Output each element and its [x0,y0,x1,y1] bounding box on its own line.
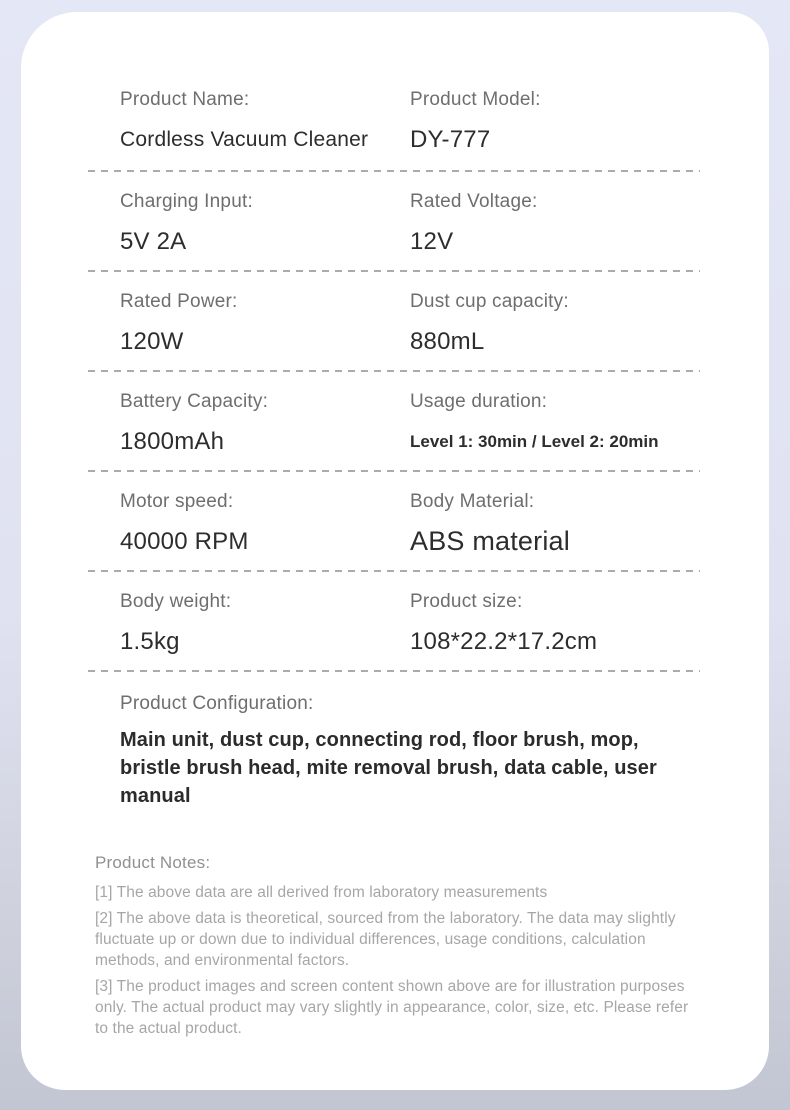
rated-voltage-label: Rated Voltage: [410,191,538,212]
product-size-value: 108*22.2*17.2cm [410,628,598,655]
spec-cell-product-name [120,88,410,154]
spec-table [88,12,700,810]
spec-card [21,12,769,1090]
rated-power-value: 120W [120,328,184,355]
body-material-label: Body Material: [410,491,535,512]
dust-cup-capacity-label: Dust cup capacity: [410,291,569,312]
motor-speed-label: Motor speed: [120,491,234,512]
spec-cell-dust-cup-capacity [410,290,700,356]
product-notes-label: Product Notes: [95,853,211,872]
product-notes-section [95,852,705,1039]
spec-cell-product-size [410,590,700,656]
spec-cell-motor-speed [120,490,410,556]
motor-speed-value: 40000 RPM [120,528,249,555]
product-note-3: [3] The product images and screen content shown above are for illustration purposes only. The actual product may vary slightly in appearance, color, size, etc. Please refer to the actual product. [95,978,689,1037]
spec-cell-charging-input [120,190,410,256]
charging-input-value: 5V 2A [120,228,187,255]
spec-cell-body-material [410,490,700,556]
battery-capacity-value: 1800mAh [120,428,225,455]
product-configuration-value: Main unit, dust cup, connecting rod, floor brush, mop, bristle brush head, mite removal brush, data cable, user manual [120,729,657,807]
spec-row-input-voltage [88,172,700,270]
product-model-label: Product Model: [410,89,541,110]
spec-cell-product-model [410,88,700,154]
product-configuration-label: Product Configuration: [120,693,314,714]
rated-power-label: Rated Power: [120,291,238,312]
product-size-label: Product size: [410,591,523,612]
usage-duration-value: Level 1: 30min / Level 2: 20min [410,432,659,451]
spec-row-motor-material [88,472,700,570]
body-material-value: ABS material [410,526,570,556]
spec-row-name-model [88,12,700,170]
charging-input-label: Charging Input: [120,191,253,212]
rated-voltage-value: 12V [410,228,454,255]
product-note-1: [1] The above data are all derived from laboratory measurements [95,884,548,901]
spec-cell-rated-power [120,290,410,356]
product-model-value: DY-777 [410,126,491,153]
spec-row-power-dustcup [88,272,700,370]
spec-cell-usage-duration [410,390,700,456]
body-weight-label: Body weight: [120,591,232,612]
spec-cell-rated-voltage [410,190,700,256]
product-name-label: Product Name: [120,89,250,110]
spec-row-battery-duration [88,372,700,470]
spec-cell-battery-capacity [120,390,410,456]
usage-duration-label: Usage duration: [410,391,548,412]
product-note-2: [2] The above data is theoretical, sourced from the laboratory. The data may slightly fluctuate up or down due to individual differences, usage conditions, calculation methods, and environmental factors. [95,910,676,969]
spec-row-weight-size [88,572,700,670]
product-configuration-section [88,672,700,810]
product-name-value: Cordless Vacuum Cleaner [120,128,369,151]
dust-cup-capacity-value: 880mL [410,328,485,355]
body-weight-value: 1.5kg [120,628,180,655]
spec-cell-body-weight [120,590,410,656]
battery-capacity-label: Battery Capacity: [120,391,269,412]
